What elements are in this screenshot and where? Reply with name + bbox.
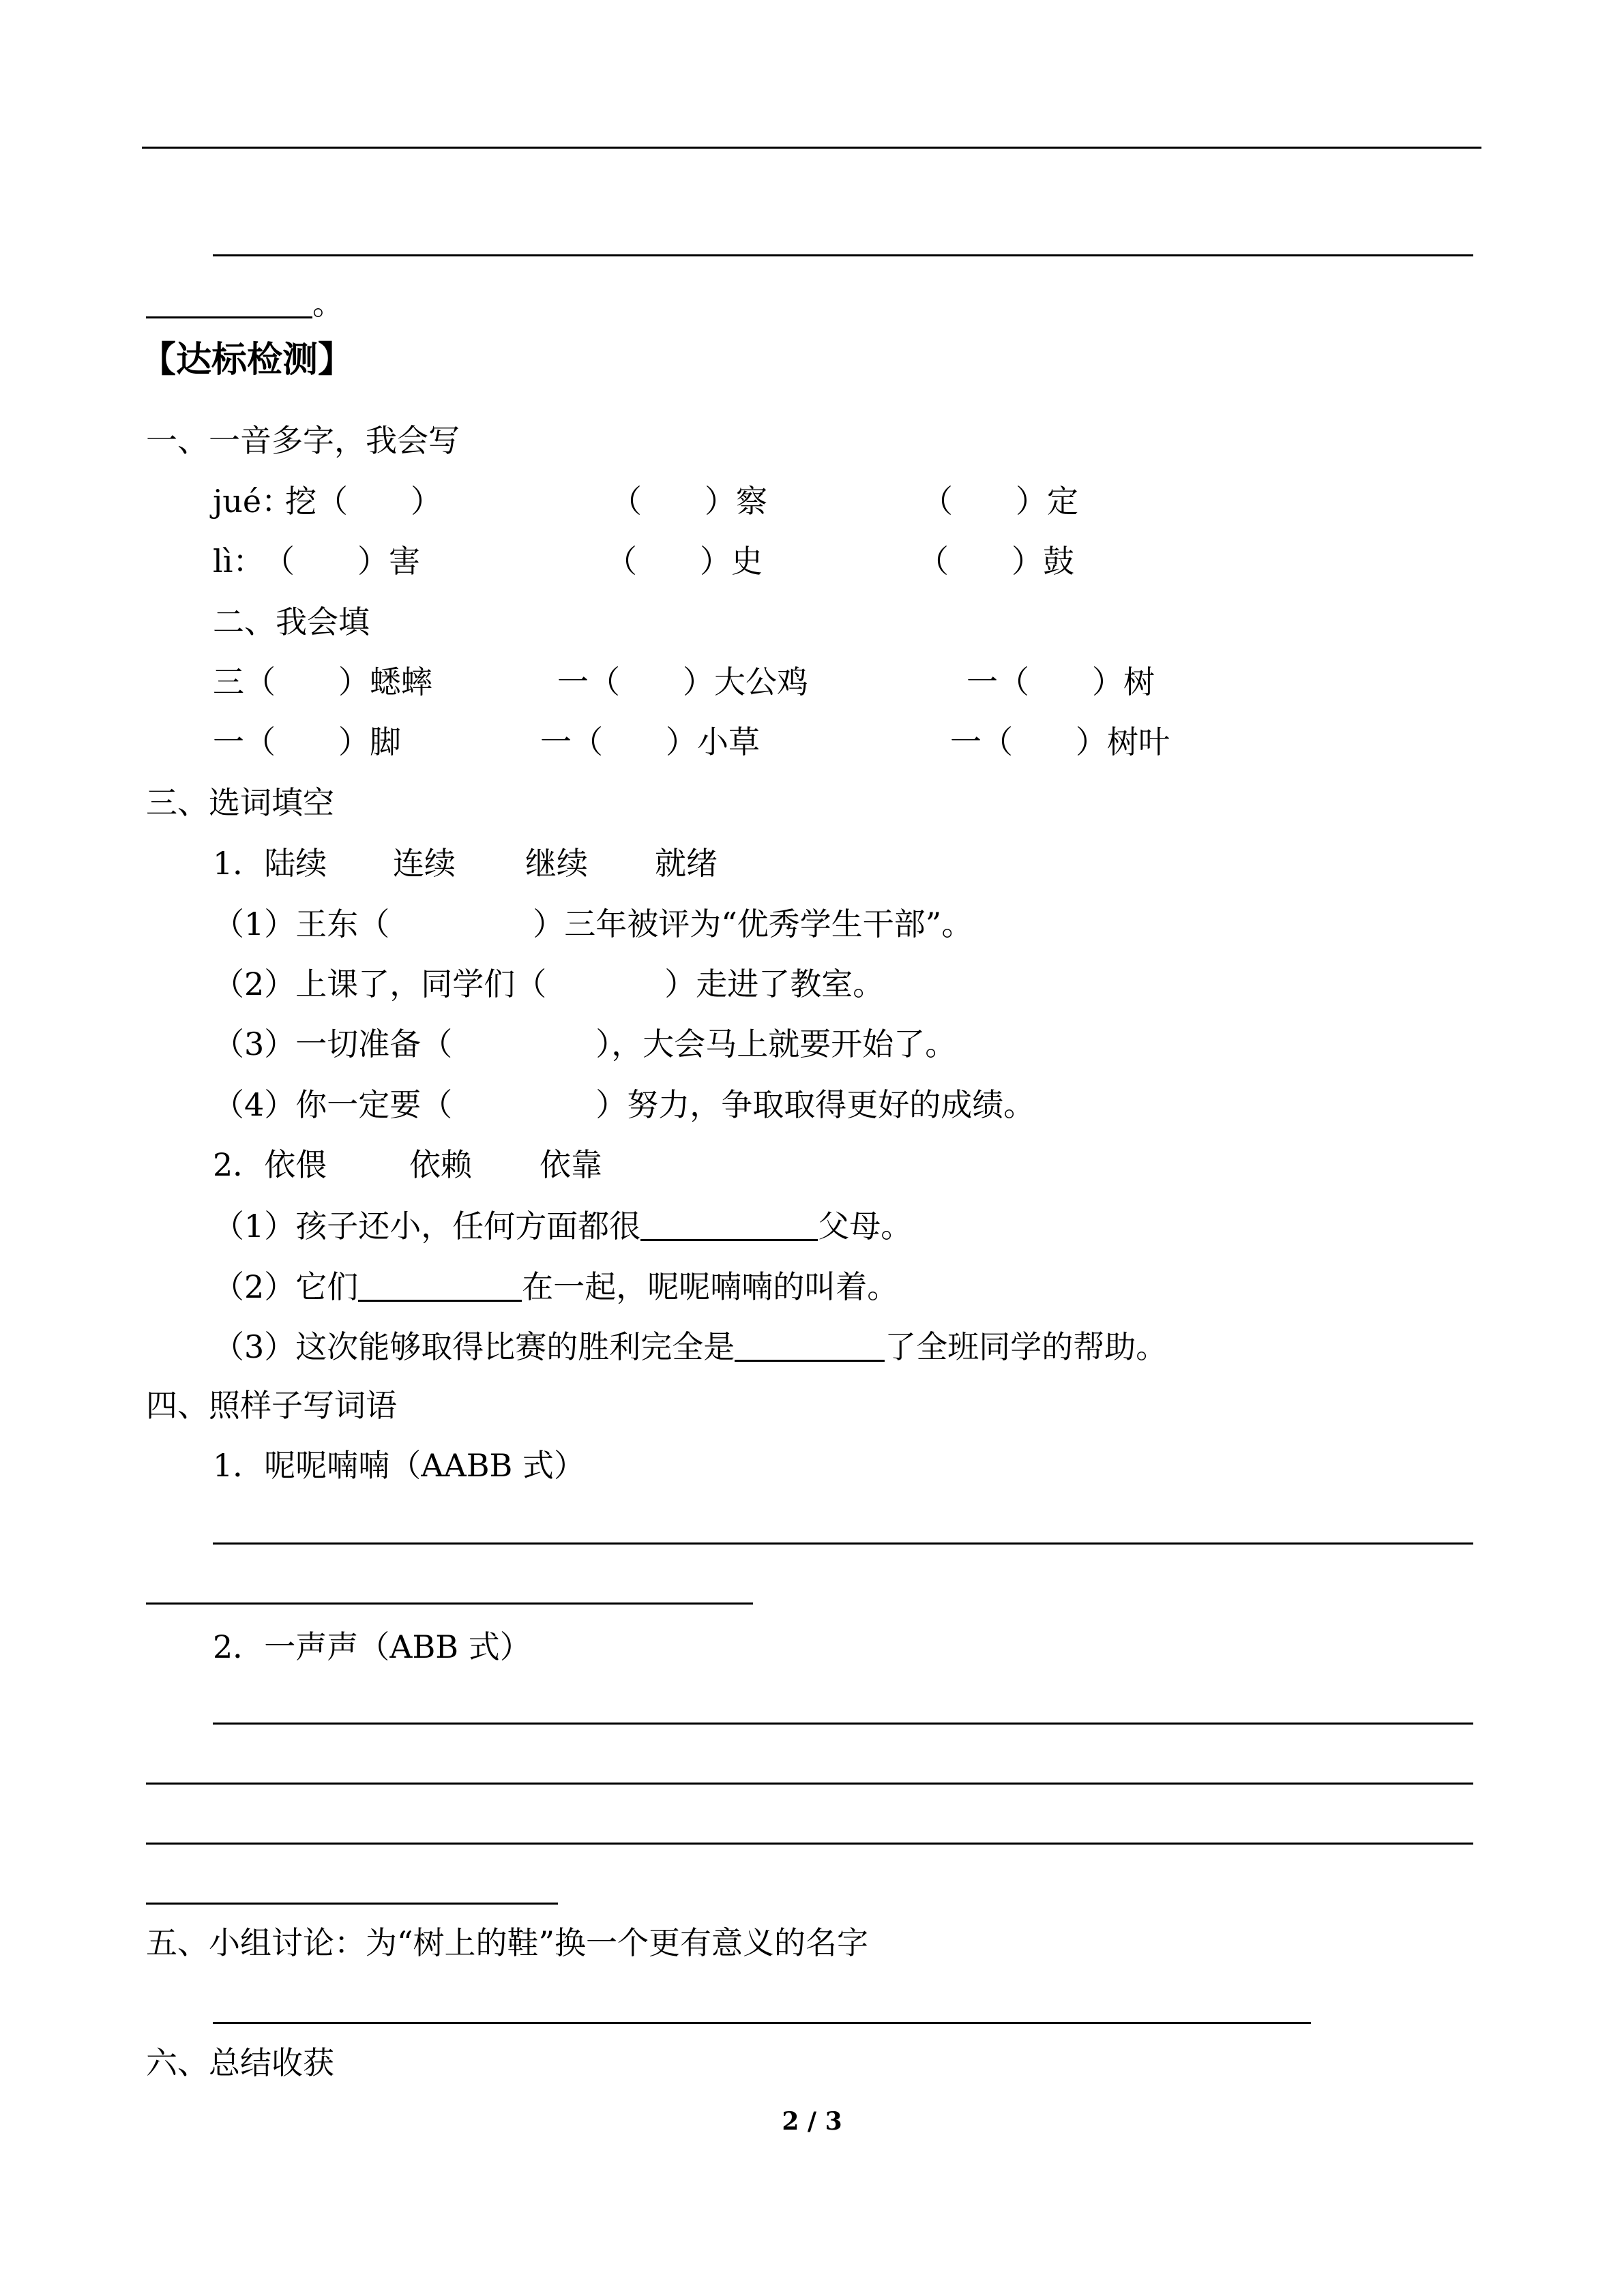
s2-row1-c[interactable]: 一（ ）树 bbox=[966, 664, 1155, 700]
answer-blank[interactable] bbox=[146, 286, 312, 318]
section-heading: 【达标检测】 bbox=[141, 339, 354, 381]
s2-row1-a[interactable]: 三（ ）蟋蟀 bbox=[213, 664, 432, 700]
answer-line[interactable] bbox=[146, 1903, 558, 1905]
g2-option-3: 依靠 bbox=[540, 1146, 602, 1183]
answer-blank[interactable] bbox=[358, 1270, 522, 1302]
s1-row2-a[interactable]: （ ）害 bbox=[263, 543, 420, 580]
answer-line[interactable] bbox=[146, 1783, 1473, 1785]
s1-row1-c[interactable]: （ ）定 bbox=[921, 483, 1078, 520]
s1-row2-b[interactable]: （ ）史 bbox=[606, 543, 763, 580]
g1-question-4: （4）你一定要（ ）努力，争取取得更好的成绩。 bbox=[213, 1086, 1035, 1123]
g2-option-2: 依赖 bbox=[409, 1146, 472, 1183]
section1-title: 一、一音多字，我会写 bbox=[146, 422, 460, 459]
answer-line[interactable] bbox=[146, 1843, 1473, 1845]
answer-line[interactable] bbox=[213, 1542, 1473, 1545]
g2-option-1: 2．依偎 bbox=[213, 1146, 327, 1183]
g1-option-3: 继续 bbox=[525, 845, 588, 882]
g1-option-2: 连续 bbox=[393, 845, 456, 882]
s2-row2-b[interactable]: 一（ ）小草 bbox=[540, 724, 760, 760]
g2-question-1: （1）孩子还小，任何方面都很 父母。 bbox=[213, 1208, 913, 1244]
top-rule bbox=[142, 147, 1481, 149]
g1-option-1: 1．陆续 bbox=[213, 845, 327, 882]
page-number: 2 / 3 bbox=[782, 2107, 842, 2136]
section2-title: 二、我会填 bbox=[213, 603, 370, 640]
answer-blank[interactable] bbox=[735, 1330, 885, 1362]
answer-blank[interactable] bbox=[640, 1209, 818, 1241]
s2-row2-a[interactable]: 一（ ）脚 bbox=[213, 724, 401, 760]
answer-line-end bbox=[146, 285, 344, 322]
g1-question-3: （3）一切准备（ ），大会马上就要开始了。 bbox=[213, 1026, 957, 1062]
answer-line bbox=[213, 254, 1473, 256]
g1-question-2: （2）上课了，同学们（ ）走进了教室。 bbox=[213, 966, 885, 1002]
s4-item-2: 2．一声声（ABB 式） bbox=[213, 1628, 531, 1665]
answer-line[interactable] bbox=[213, 2022, 1311, 2024]
s2-row1-b[interactable]: 一（ ）大公鸡 bbox=[557, 664, 808, 700]
section6-title: 六、总结收获 bbox=[146, 2044, 334, 2081]
g2-question-2: （2）它们 在一起，呢呢喃喃的叫着。 bbox=[213, 1268, 899, 1305]
period: 。 bbox=[312, 285, 344, 322]
s1-row1-a[interactable]: 挖（ ） bbox=[285, 483, 442, 520]
g1-option-4: 就绪 bbox=[655, 845, 718, 882]
g2-question-3: （3）这次能够取得比赛的胜利完全是 了全班同学的帮助。 bbox=[213, 1328, 1168, 1365]
answer-line[interactable] bbox=[213, 1723, 1473, 1725]
g1-question-1: （1）王东（ ）三年被评为“优秀学生干部”。 bbox=[213, 906, 973, 942]
s1-row1-prefix: jué： bbox=[213, 483, 293, 520]
s2-row2-c[interactable]: 一（ ）树叶 bbox=[950, 724, 1170, 760]
answer-line[interactable] bbox=[146, 1602, 753, 1605]
s1-row2-c[interactable]: （ ）鼓 bbox=[917, 543, 1074, 580]
section4-title: 四、照样子写词语 bbox=[146, 1387, 397, 1424]
s1-row1-b[interactable]: （ ）察 bbox=[610, 483, 767, 520]
section3-title: 三、选词填空 bbox=[146, 784, 334, 821]
section5-title: 五、小组讨论：为“树上的鞋”换一个更有意义的名字 bbox=[146, 1924, 869, 1961]
s1-row2-prefix: lì： bbox=[213, 543, 265, 580]
s4-item-1: 1．呢呢喃喃（AABB 式） bbox=[213, 1447, 585, 1484]
